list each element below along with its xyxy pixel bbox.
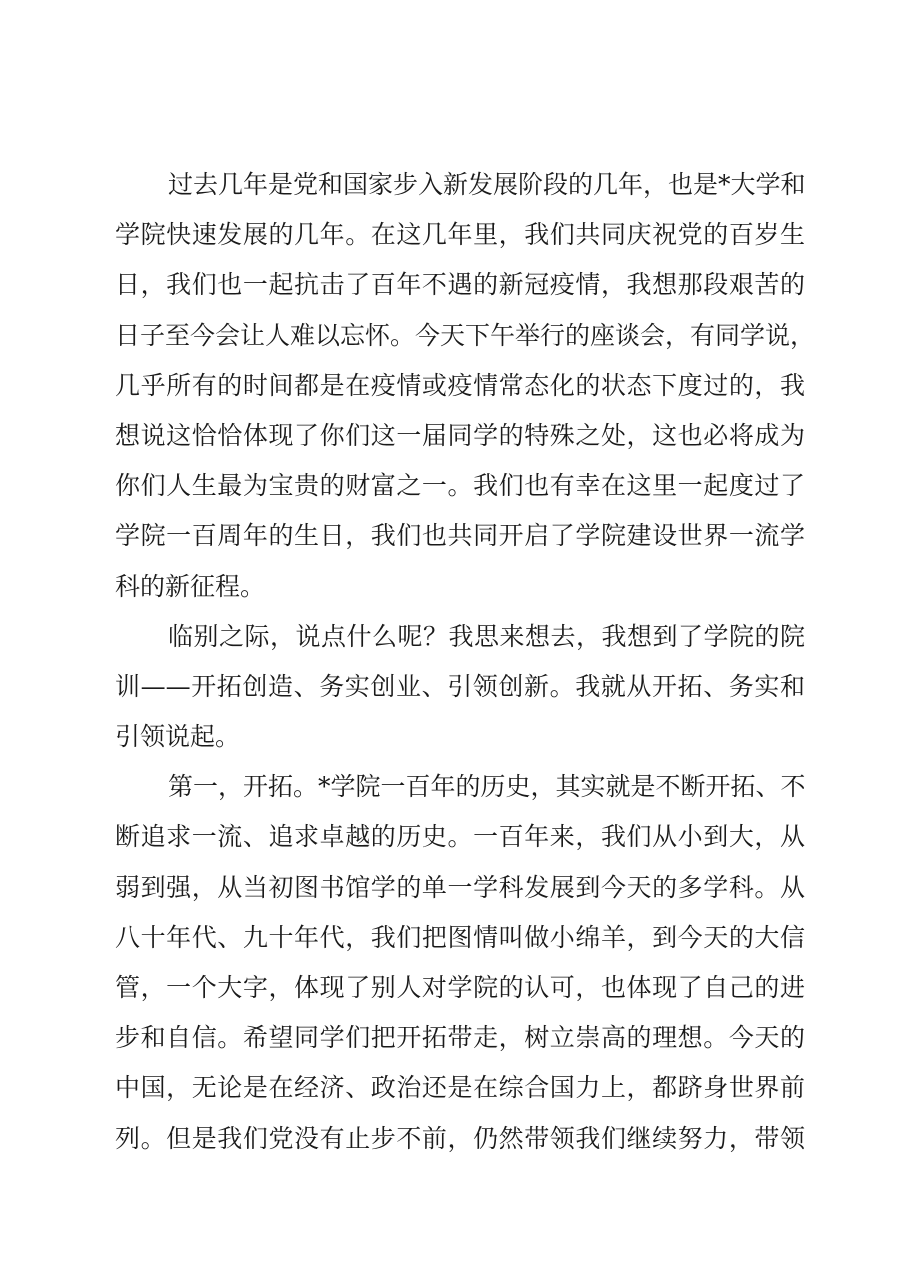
paragraph	[115, 612, 805, 763]
text-line: 学院一百周年的生日，我们也共同开启了学院建设世界一流学	[115, 521, 805, 551]
text-line: 弱到强，从当初图书馆学的单一学科发展到今天的多学科。从	[115, 872, 805, 902]
text-line: 过去几年是党和国家步入新发展阶段的几年，也是*大学和	[168, 170, 806, 199]
text-line: 日，我们也一起抗击了百年不遇的新冠疫情，我想那段艰苦的	[115, 270, 805, 300]
text-line: 临别之际，说点什么呢？我思来想去，我想到了学院的院	[168, 621, 805, 651]
text-line: 训——开拓创造、务实创业、引领创新。我就从开拓、务实和	[115, 671, 805, 701]
text-line: 日子至今会让人难以忘怀。今天下午举行的座谈会，有同学说，	[115, 320, 816, 350]
text-line: 你们人生最为宝贵的财富之一。我们也有幸在这里一起度过了	[115, 471, 805, 501]
paragraph	[115, 762, 805, 1164]
document-body	[115, 160, 816, 1164]
text-line: 科的新征程。	[115, 571, 266, 601]
text-line: 几乎所有的时间都是在疫情或疫情常态化的状态下度过的，我	[115, 370, 805, 400]
text-line: 引领说起。	[115, 722, 241, 752]
text-line: 八十年代、九十年代，我们把图情叫做小绵羊，到今天的大信	[115, 922, 805, 952]
text-line: 步和自信。希望同学们把开拓带走，树立崇高的理想。今天的	[115, 1023, 805, 1053]
paragraph	[115, 160, 816, 612]
text-line: 第一，开拓。*学院一百年的历史，其实就是不断开拓、不	[168, 772, 806, 802]
text-line: 断追求一流、追求卓越的历史。一百年来，我们从小到大，从	[115, 822, 805, 852]
text-line: 中国，无论是在经济、政治还是在综合国力上，都跻身世界前	[115, 1073, 805, 1103]
text-line: 列。但是我们党没有止步不前，仍然带领我们继续努力，带领	[115, 1123, 805, 1153]
text-line: 学院快速发展的几年。在这几年里，我们共同庆祝党的百岁生	[115, 220, 805, 250]
text-line: 管，一个大字，体现了别人对学院的认可，也体现了自己的进	[115, 973, 805, 1002]
text-line: 想说这恰恰体现了你们这一届同学的特殊之处，这也必将成为	[115, 420, 805, 450]
